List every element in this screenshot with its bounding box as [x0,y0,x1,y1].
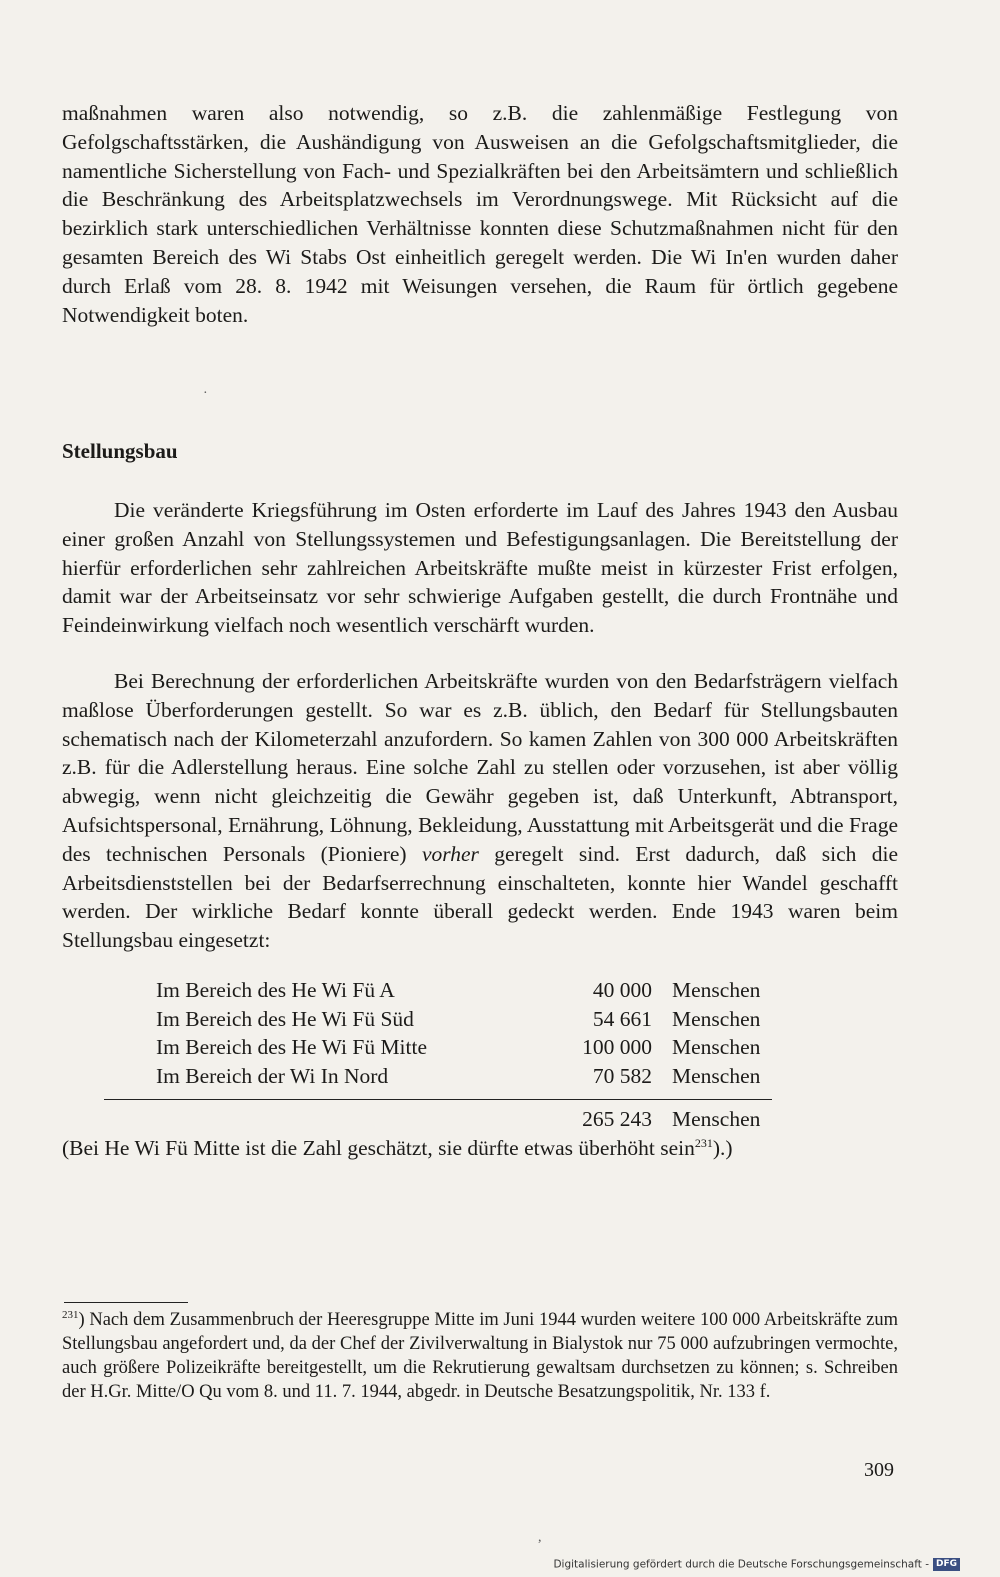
paragraph-3-part-2: geregelt sind. Erst dadurch, daß sich die Arbeitsdienststellen bei der Bedarfserrechnung einschalteten, konnte hier Wandel geschafft werden. Der wirkliche Bedarf konnte überall gedeckt werden. Ende 1943 waren beim Stellungsbau eingesetzt: [62,841,899,953]
row-value: 70 582 [592,1063,652,1088]
total-unit: Menschen [672,1107,761,1131]
sum-divider [104,1099,772,1100]
paragraph-1: maßnahmen waren also notwendig, so z.B. die zahlenmäßige Festlegung von Gefolgschaftsstärken, die Aushändigung von Ausweisen an die Gefolgschaftsmitglieder, die namentliche Sicherstellung von Fach- und Spezialkräften bei den Arbeitsämtern und schließlich die Beschränkung des Arbeitsplatzwechsels im Verordnungswege. Mit Rücksicht auf die bezirklich stark unterschiedlichen Verhältnisse konnten diese Schutzmaßnahmen nicht für den gesamten Bereich des Wi Stabs Ost einheitlich geregelt werden. Die Wi In'en wurden daher durch Erlaß vom 28. 8. 1942 mit Weisungen versehen, die Raum für örtlich gegebene Notwendigkeit boten. [62,101,898,327]
row-value: 54 661 [592,1006,652,1031]
footnote-divider [64,1302,188,1303]
workforce-table [62,976,898,1090]
row-label: Im Bereich des He Wi Fü Mitte [156,1035,428,1059]
section-heading: Stellungsbau [62,439,178,463]
footnote-reference: 231 [694,1135,713,1150]
table-row [62,1005,898,1034]
table-note [62,1134,733,1163]
paragraph-3-emphasis: vorher [421,841,479,866]
total-value: 265 243 [582,1107,652,1131]
digitization-credit [553,1558,960,1572]
paragraph-3-part-1: Bei Berechnung der erforderlichen Arbeitskräfte wurden von den Bedarfsträgern vielfach maßlose Überforderungen gestellt. So war es z.B. üblich, den Bedarf für Stellungsbauten schematisch nach der Kilometerzahl anzufordern. So kamen Zahlen von 300 000 Arbeitskräften z.B. für die Adlerstellung heraus. Eine solche Zahl zu stellen oder vorzusehen, ist aber völlig abwegig, wenn nicht gleichzeitig die Gewähr gegeben ist, daß Unterkunft, Abtransport, Aufsichtspersonal, Ernährung, Löhnung, Bekleidung, Ausstattung mit Arbeitsgerät und die Frage des technischen Personals (Pioniere) [62,669,898,866]
paragraph-2-block [62,496,898,640]
table-row [62,976,898,1005]
paragraph-3 [62,667,898,955]
row-unit: Menschen [672,1035,761,1059]
stray-mark: , [538,1530,542,1545]
footnote-marker: 231 [62,1308,79,1321]
paragraph-3-block [62,667,898,955]
paragraph-2: Die veränderte Kriegsführung im Osten erforderte im Lauf des Jahres 1943 den Ausbau einer großen Anzahl von Stellungssystemen und Befestigungsanlagen. Die Bereitstellung der hierfür erforderlichen sehr zahlreichen Arbeitskräfte mußte meist in kürzester Frist erfolgen, damit war der Arbeitseinsatz vor sehr schwierige Aufgaben gestellt, die durch Frontnähe und Feindeinwirkung vielfach noch wesentlich verschärft wurden. [62,498,898,638]
table-row [62,1033,898,1062]
row-unit: Menschen [672,1063,761,1088]
row-label: Im Bereich des He Wi Fü A [156,978,395,1002]
footnote-text: ) Nach dem Zusammenbruch der Heeresgruppe Mitte im Juni 1944 wurden weitere 100 000 Arbeitskräfte zum Stellungsbau angefordert und, da der Chef der Zivilverwaltung in Bialystok nur 75 000 aufzubringen vermochte, auch größere Polizeikräfte bereitgestellt, um die Rekrutierung gewaltsam durchsetzen zu können; s. Schreiben der H.Gr. Mitte/O Qu vom 8. und 11. 7. 1944, abgedr. in Deutsche Besatzungspolitik, Nr. 133 f. [62,1310,898,1402]
row-value: 40 000 [592,978,652,1002]
row-unit: Menschen [672,1006,761,1031]
row-value: 100 000 [582,1035,652,1059]
row-label: Im Bereich des He Wi Fü Süd [156,1006,414,1031]
dfg-logo: DFG [933,1558,960,1571]
credit-text: Digitalisierung gefördert durch die Deutsche Forschungsgemeinschaft - [553,1558,929,1570]
row-label: Im Bereich der Wi In Nord [156,1063,389,1088]
stray-mark: · [203,386,208,401]
table-note-text: (Bei He Wi Fü Mitte ist die Zahl geschätzt, sie dürfte etwas überhöht sein [62,1136,695,1160]
table-total-row [62,1105,898,1134]
footnote [62,1308,898,1404]
row-unit: Menschen [672,978,761,1002]
page-number: 309 [864,1459,894,1481]
table-row [62,1062,898,1091]
paragraph-1-block [62,99,898,329]
table-note-close: ).) [712,1136,733,1160]
